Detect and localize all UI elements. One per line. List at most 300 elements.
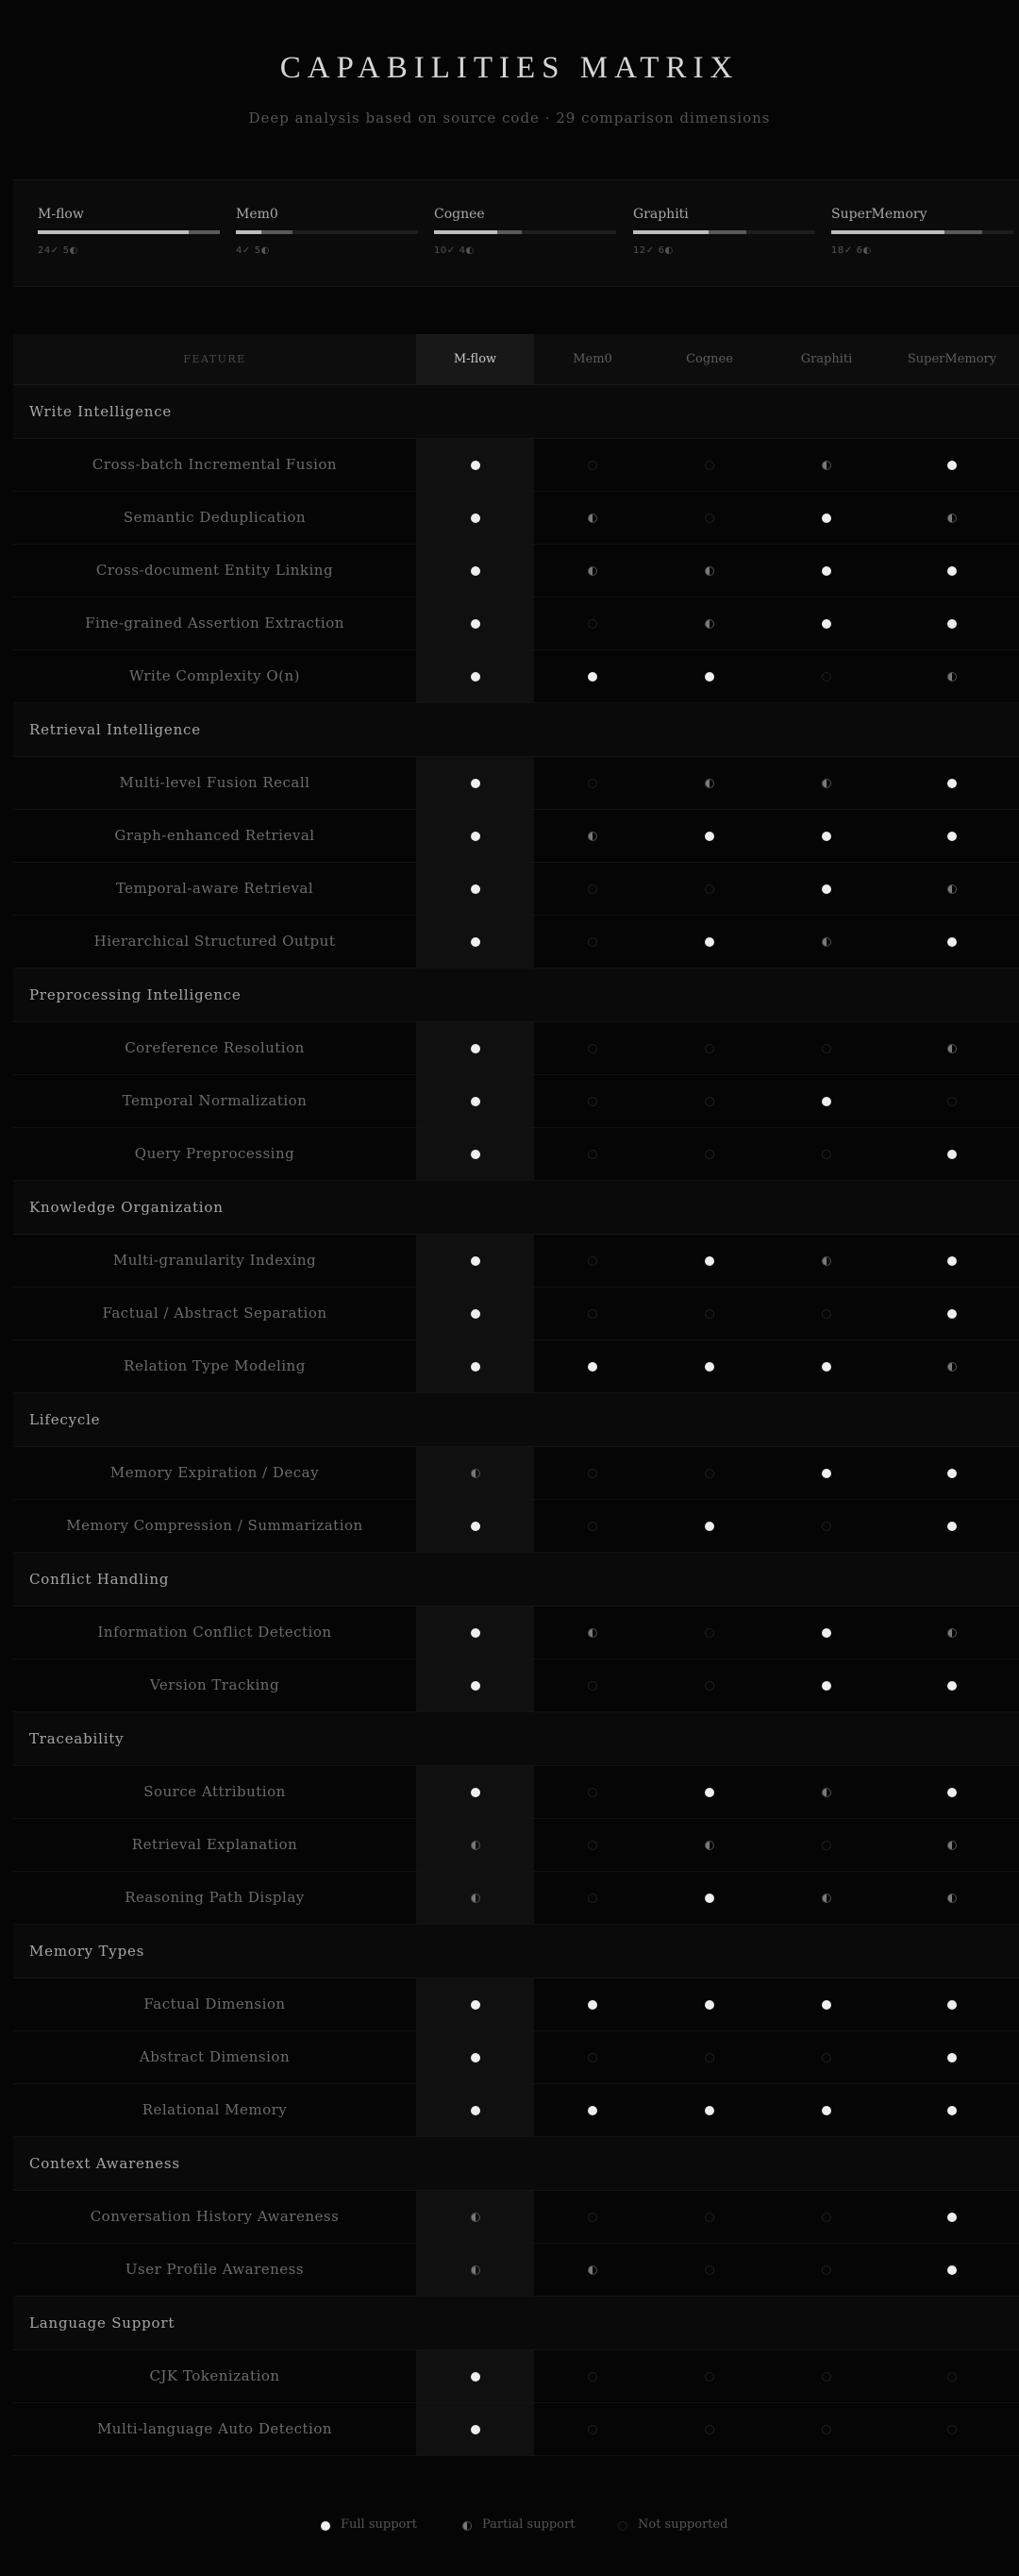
support-cell — [416, 1659, 534, 1711]
none-support-icon — [822, 2372, 831, 2382]
support-cell — [885, 1500, 1019, 1552]
full-support-icon — [947, 2106, 957, 2115]
full-support-icon — [471, 937, 480, 947]
category-label: Lifecycle — [29, 1411, 101, 1428]
support-cell — [768, 1075, 885, 1127]
full-support-icon — [471, 1150, 480, 1159]
support-cell — [651, 2350, 768, 2402]
category-row — [13, 703, 1019, 757]
support-cell — [534, 1978, 651, 2030]
legend-label: Full support — [341, 2517, 417, 2532]
full-support-icon — [947, 1681, 957, 1691]
full-support-icon — [947, 1256, 957, 1266]
support-cell — [651, 1819, 768, 1871]
full-support-icon — [588, 2000, 597, 2010]
feature-row — [13, 439, 1019, 492]
summary-full-fill — [434, 230, 497, 234]
support-cell — [885, 439, 1019, 491]
feature-name: Relation Type Modeling — [124, 1357, 306, 1374]
partial-support-icon — [947, 1362, 957, 1372]
none-support-icon — [588, 2053, 597, 2062]
support-cell — [768, 2244, 885, 2296]
support-cell — [416, 650, 534, 702]
support-cell — [416, 1819, 534, 1871]
matrix-header — [13, 334, 1019, 385]
feature-row — [13, 1288, 1019, 1340]
support-cell — [534, 1659, 651, 1711]
page-subtitle: Deep analysis based on source code · 29 comparison dimensions — [248, 109, 771, 126]
summary-partial-fill — [709, 230, 746, 234]
summary-counts — [633, 245, 815, 256]
support-cell — [534, 1022, 651, 1074]
feature-row — [13, 1340, 1019, 1393]
support-cell — [651, 2031, 768, 2083]
support-cell — [416, 1766, 534, 1818]
partial-support-icon — [471, 2265, 480, 2275]
support-cell — [651, 598, 768, 649]
legend-label: Not supported — [638, 2517, 728, 2532]
summary-full-fill — [633, 230, 709, 234]
partial-support-icon — [822, 779, 831, 788]
support-cell — [768, 2084, 885, 2136]
full-support-icon — [471, 1362, 480, 1372]
none-support-icon — [588, 1044, 597, 1053]
support-cell — [651, 545, 768, 597]
full-support-icon — [471, 2372, 480, 2382]
category-row — [13, 2137, 1019, 2191]
support-cell — [416, 2191, 534, 2243]
partial-support-icon — [822, 461, 831, 470]
support-cell — [534, 650, 651, 702]
feature-name: Cross-document Entity Linking — [95, 562, 334, 579]
summary-counts — [236, 245, 418, 256]
support-cell — [885, 1235, 1019, 1287]
support-cell — [534, 2244, 651, 2296]
support-cell — [534, 1235, 651, 1287]
support-cell — [651, 810, 768, 862]
support-cell — [768, 1288, 885, 1339]
support-cell — [651, 492, 768, 544]
support-cell — [534, 757, 651, 809]
support-cell — [651, 916, 768, 968]
summary-system-name: SuperMemory — [831, 207, 927, 222]
none-support-icon — [588, 2425, 597, 2434]
category-label: Memory Types — [29, 1943, 145, 1960]
partial-support-icon — [471, 1841, 480, 1850]
none-support-icon — [705, 1150, 714, 1159]
none-support-icon — [705, 884, 714, 894]
none-support-icon — [822, 1150, 831, 1159]
category-row — [13, 1925, 1019, 1978]
none-support-icon — [588, 619, 597, 629]
feature-row — [13, 2244, 1019, 2297]
partial-support-icon — [471, 1894, 480, 1903]
support-cell — [768, 863, 885, 915]
partial-support-icon — [588, 514, 597, 523]
partial-support-icon — [947, 1894, 957, 1903]
feature-row — [13, 2031, 1019, 2084]
support-cell — [885, 545, 1019, 597]
full-support-icon — [471, 2000, 480, 2010]
feature-name: Retrieval Explanation — [131, 1836, 298, 1853]
summary-item — [236, 207, 418, 256]
category-label: Write Intelligence — [29, 403, 173, 420]
support-cell — [885, 2350, 1019, 2402]
partial-support-icon — [471, 2213, 480, 2222]
support-cell — [651, 2244, 768, 2296]
partial-support-icon — [947, 1841, 957, 1850]
full-support-icon — [822, 1097, 831, 1106]
summary-full-count: 10✓ — [434, 245, 456, 256]
column-header-cognee[interactable]: Cognee — [686, 352, 733, 366]
full-support-icon — [471, 2425, 480, 2434]
full-support-icon — [947, 832, 957, 841]
full-support-icon — [705, 1894, 714, 1903]
summary-partial-fill — [261, 230, 292, 234]
support-cell — [885, 650, 1019, 702]
support-cell — [651, 1500, 768, 1552]
support-cell — [534, 2350, 651, 2402]
support-cell — [416, 757, 534, 809]
feature-row — [13, 1872, 1019, 1925]
partial-support-icon — [705, 1841, 714, 1850]
none-support-icon — [705, 1044, 714, 1053]
full-support-icon — [471, 832, 480, 841]
full-support-icon — [705, 937, 714, 947]
full-support-icon — [705, 2106, 714, 2115]
feature-name: Graph-enhanced Retrieval — [114, 827, 315, 844]
support-cell — [534, 2191, 651, 2243]
summary-panel — [13, 179, 1019, 287]
full-support-icon — [471, 619, 480, 629]
support-cell — [416, 916, 534, 968]
summary-partial-count: 6◐ — [658, 245, 674, 256]
feature-row — [13, 1607, 1019, 1659]
support-cell — [768, 2031, 885, 2083]
summary-system-name: M-flow — [38, 207, 84, 222]
support-cell — [651, 1766, 768, 1818]
category-label: Preprocessing Intelligence — [29, 986, 242, 1003]
column-header-mem0[interactable]: Mem0 — [573, 352, 612, 366]
support-cell — [416, 2403, 534, 2455]
feature-row — [13, 2084, 1019, 2137]
partial-support-icon — [947, 672, 957, 682]
support-cell — [768, 1340, 885, 1392]
column-header-m-flow[interactable]: M-flow — [416, 334, 534, 384]
full-support-icon — [471, 1681, 480, 1691]
full-support-icon — [471, 514, 480, 523]
support-cell — [885, 2084, 1019, 2136]
support-cell — [416, 1075, 534, 1127]
full-support-icon — [822, 1362, 831, 1372]
none-support-icon — [588, 1788, 597, 1797]
feature-name: Query Preprocessing — [134, 1145, 295, 1162]
feature-name: User Profile Awareness — [125, 2261, 305, 2278]
full-support-icon — [822, 566, 831, 576]
none-support-icon — [822, 1841, 831, 1850]
full-support-icon — [822, 884, 831, 894]
feature-name: Semantic Deduplication — [123, 509, 307, 526]
page-title: CAPABILITIES MATRIX — [279, 51, 740, 85]
full-support-icon — [947, 1469, 957, 1478]
partial-support-icon — [705, 779, 714, 788]
support-cell — [534, 2084, 651, 2136]
support-cell — [534, 1766, 651, 1818]
feature-name: Fine-grained Assertion Extraction — [85, 615, 344, 631]
none-support-icon — [822, 1309, 831, 1319]
summary-system-name: Graphiti — [633, 207, 689, 222]
feature-row — [13, 1235, 1019, 1288]
support-cell — [885, 1659, 1019, 1711]
support-cell — [416, 2031, 534, 2083]
summary-item — [434, 207, 616, 256]
support-cell — [885, 1819, 1019, 1871]
feature-row — [13, 916, 1019, 968]
category-label: Knowledge Organization — [29, 1199, 224, 1216]
none-support-icon — [588, 1681, 597, 1691]
support-cell — [885, 492, 1019, 544]
category-label: Retrieval Intelligence — [29, 721, 201, 738]
summary-partial-fill — [189, 230, 220, 234]
support-cell — [534, 1075, 651, 1127]
feature-row — [13, 545, 1019, 598]
partial-support-icon — [947, 1628, 957, 1638]
partial-support-icon — [588, 1628, 597, 1638]
feature-name: Cross-batch Incremental Fusion — [92, 456, 338, 473]
support-cell — [885, 1872, 1019, 1924]
summary-full-count: 18✓ — [831, 245, 853, 256]
support-cell — [651, 1075, 768, 1127]
support-cell — [885, 2244, 1019, 2296]
none-support-icon — [705, 1681, 714, 1691]
feature-row — [13, 650, 1019, 703]
support-cell — [416, 1447, 534, 1499]
full-support-icon — [705, 672, 714, 682]
support-cell — [534, 492, 651, 544]
support-cell — [416, 492, 534, 544]
full-support-icon — [588, 1362, 597, 1372]
partial-support-icon — [471, 1469, 480, 1478]
support-cell — [416, 1340, 534, 1392]
summary-full-fill — [831, 230, 944, 234]
feature-name: Reasoning Path Display — [125, 1889, 305, 1906]
support-cell — [534, 810, 651, 862]
full-support-icon — [822, 514, 831, 523]
support-cell — [534, 439, 651, 491]
support-cell — [534, 2403, 651, 2455]
support-cell — [416, 1022, 534, 1074]
feature-name: Temporal-aware Retrieval — [115, 880, 314, 897]
support-cell — [534, 598, 651, 649]
none-support-icon — [588, 884, 597, 894]
full-support-icon — [947, 779, 957, 788]
feature-name: Source Attribution — [143, 1783, 286, 1800]
none-support-icon — [947, 2372, 957, 2382]
full-support-icon — [471, 461, 480, 470]
support-cell — [651, 2403, 768, 2455]
none-support-icon — [705, 2213, 714, 2222]
partial-support-icon — [947, 1044, 957, 1053]
support-cell — [651, 1872, 768, 1924]
full-support-icon — [705, 1788, 714, 1797]
partial-support-icon — [947, 884, 957, 894]
support-cell — [885, 2031, 1019, 2083]
support-cell — [416, 1288, 534, 1339]
full-support-icon — [471, 1788, 480, 1797]
full-support-icon — [471, 1256, 480, 1266]
full-support-icon — [588, 2106, 597, 2115]
full-support-icon — [822, 619, 831, 629]
support-cell — [768, 1978, 885, 2030]
support-cell — [885, 1075, 1019, 1127]
full-support-icon — [822, 1469, 831, 1478]
full-support-icon — [947, 1788, 957, 1797]
support-cell — [768, 757, 885, 809]
summary-full-count: 24✓ — [38, 245, 59, 256]
feature-row — [13, 1819, 1019, 1872]
full-support-icon — [471, 1628, 480, 1638]
none-support-icon — [588, 461, 597, 470]
none-support-icon — [822, 1522, 831, 1531]
feature-name: Memory Compression / Summarization — [66, 1517, 363, 1534]
feature-row — [13, 1500, 1019, 1553]
feature-name: Multi-level Fusion Recall — [119, 774, 310, 791]
full-support-icon — [705, 832, 714, 841]
support-cell — [534, 1819, 651, 1871]
support-cell — [885, 1447, 1019, 1499]
feature-row — [13, 492, 1019, 545]
support-cell — [534, 545, 651, 597]
summary-item — [831, 207, 1013, 256]
support-cell — [885, 916, 1019, 968]
summary-partial-fill — [497, 230, 523, 234]
feature-row — [13, 1128, 1019, 1181]
summary-full-count: 12✓ — [633, 245, 655, 256]
support-cell — [416, 598, 534, 649]
none-support-icon — [588, 1522, 597, 1531]
support-cell — [885, 1978, 1019, 2030]
none-support-icon — [588, 2372, 597, 2382]
support-cell — [651, 650, 768, 702]
summary-system-name: Cognee — [434, 207, 485, 222]
feature-row — [13, 1075, 1019, 1128]
legend — [0, 2516, 1019, 2536]
feature-name: Memory Expiration / Decay — [109, 1464, 320, 1481]
summary-item — [38, 207, 220, 256]
feature-row — [13, 1659, 1019, 1712]
support-cell — [651, 1447, 768, 1499]
full-support-icon — [947, 2213, 957, 2222]
feature-name: Multi-language Auto Detection — [96, 2420, 333, 2437]
summary-partial-fill — [944, 230, 982, 234]
support-cell — [885, 810, 1019, 862]
full-support-icon — [705, 1256, 714, 1266]
category-label: Language Support — [29, 2315, 175, 2332]
support-cell — [768, 810, 885, 862]
column-header-graphiti[interactable]: Graphiti — [800, 352, 853, 366]
summary-progress-bar — [38, 230, 220, 234]
support-cell — [651, 1235, 768, 1287]
support-cell — [768, 2350, 885, 2402]
feature-name: Coreference Resolution — [125, 1039, 305, 1056]
feature-row — [13, 757, 1019, 810]
category-row — [13, 1393, 1019, 1447]
none-support-icon — [588, 1309, 597, 1319]
support-cell — [768, 439, 885, 491]
full-support-icon — [471, 1097, 480, 1106]
support-cell — [534, 1872, 651, 1924]
support-cell — [651, 1340, 768, 1392]
feature-row — [13, 1022, 1019, 1075]
support-cell — [651, 1978, 768, 2030]
feature-row — [13, 2191, 1019, 2244]
column-header-supermemory[interactable]: SuperMemory — [907, 352, 997, 366]
none-support-icon — [705, 2372, 714, 2382]
summary-partial-count: 5◐ — [62, 245, 78, 256]
support-cell — [768, 2403, 885, 2455]
support-cell — [416, 1128, 534, 1180]
partial-support-icon — [822, 937, 831, 947]
support-cell — [534, 1447, 651, 1499]
summary-progress-bar — [831, 230, 1013, 234]
support-cell — [885, 1766, 1019, 1818]
summary-partial-count: 4◐ — [459, 245, 475, 256]
feature-name: Abstract Dimension — [139, 2048, 291, 2065]
feature-row — [13, 863, 1019, 916]
summary-full-fill — [236, 230, 261, 234]
summary-item — [633, 207, 815, 256]
support-cell — [768, 1128, 885, 1180]
summary-system-name: Mem0 — [236, 207, 278, 222]
full-support-icon — [947, 619, 957, 629]
category-row — [13, 968, 1019, 1022]
feature-name: CJK Tokenization — [149, 2367, 280, 2384]
category-row — [13, 2297, 1019, 2350]
none-support-icon — [705, 2053, 714, 2062]
support-cell — [416, 2350, 534, 2402]
summary-progress-bar — [434, 230, 616, 234]
full-support-icon — [822, 832, 831, 841]
full-support-icon — [822, 2106, 831, 2115]
feature-name: Multi-granularity Indexing — [112, 1252, 317, 1269]
feature-name: Information Conflict Detection — [97, 1624, 332, 1641]
feature-row — [13, 1447, 1019, 1500]
feature-row — [13, 1978, 1019, 2031]
full-support-icon — [471, 1309, 480, 1319]
full-support-icon — [321, 2521, 330, 2531]
category-row — [13, 1712, 1019, 1766]
support-cell — [416, 545, 534, 597]
support-cell — [416, 1607, 534, 1658]
full-support-icon — [947, 2000, 957, 2010]
full-support-icon — [471, 2053, 480, 2062]
feature-name: Relational Memory — [142, 2101, 288, 2118]
support-cell — [651, 1022, 768, 1074]
support-cell — [885, 757, 1019, 809]
summary-full-fill — [38, 230, 189, 234]
support-cell — [885, 1607, 1019, 1658]
full-support-icon — [471, 672, 480, 682]
partial-support-icon — [588, 566, 597, 576]
support-cell — [768, 1819, 885, 1871]
support-cell — [768, 2191, 885, 2243]
support-cell — [416, 2084, 534, 2136]
none-support-icon — [705, 1469, 714, 1478]
support-cell — [651, 439, 768, 491]
partial-support-icon — [822, 1788, 831, 1797]
support-cell — [885, 1340, 1019, 1392]
support-cell — [768, 1500, 885, 1552]
